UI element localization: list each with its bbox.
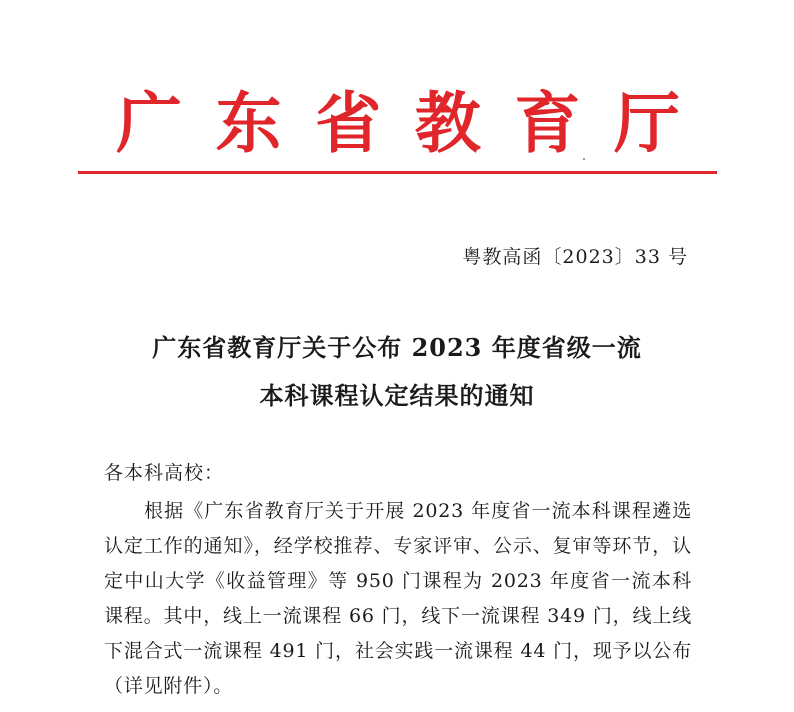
masthead-char: 省 (315, 84, 382, 162)
masthead-char: 教 (414, 84, 481, 162)
notice-title-line-1: 广东省教育厅关于公布 2023 年度省级一流 (152, 333, 642, 362)
masthead-char: 厅 (613, 84, 680, 162)
masthead-char: 东 (215, 84, 282, 162)
salutation: 各本科高校： (104, 462, 225, 484)
masthead-char: 育 (514, 84, 581, 162)
scan-speck (583, 158, 585, 160)
masthead-title (78, 84, 718, 162)
document-number: 粤教高函〔2023〕33 号 (462, 246, 688, 268)
red-divider (78, 171, 717, 174)
body-paragraph: 根据《广东省教育厅关于开展 2023 年度省一流本科课程遴选认定工作的通知》，经学校推荐、专家评审、公示、复审等环节，认定中山大学《收益管理》等 950 门课程为 2023 年度省一流本科课程。其中，线上一流课程 66 门，线下一流课程 349 门，线上线下混合式一流课程 491 门，社会实践一流课程 44 门，现予以公布（详见附件）。 (104, 500, 692, 697)
notice-title-line-2: 本科课程认定结果的通知 (259, 381, 535, 410)
masthead-char: 广 (116, 84, 182, 162)
